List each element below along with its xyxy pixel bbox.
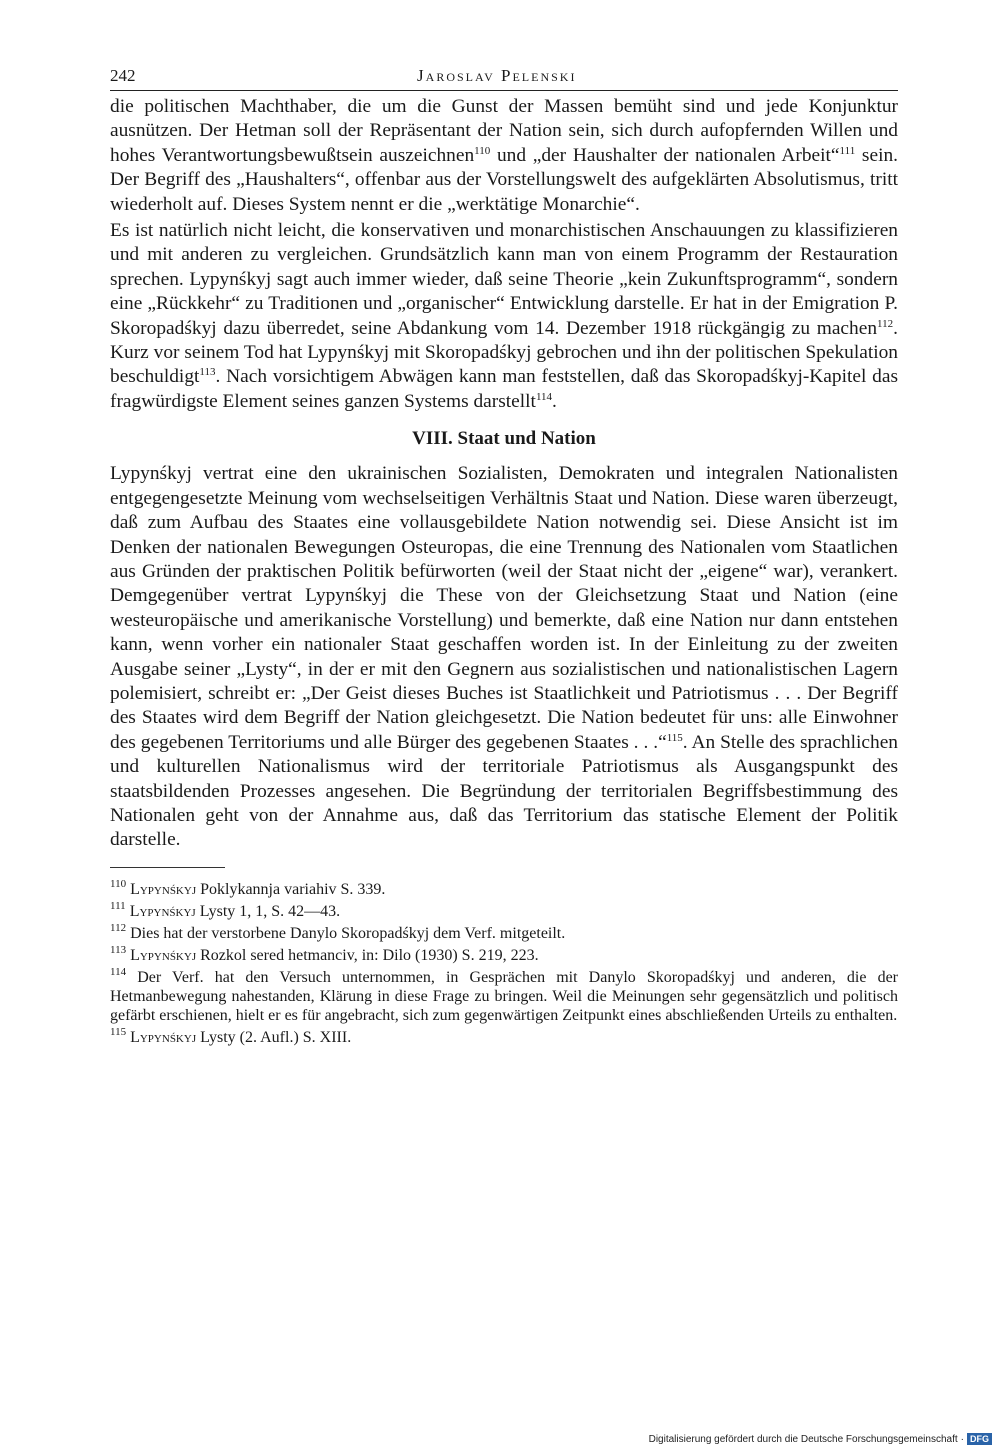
footnote-number: 115 bbox=[110, 1025, 127, 1038]
dfg-logo: DFG bbox=[967, 1433, 992, 1445]
section-heading: VIII. Staat und Nation bbox=[412, 428, 596, 450]
footnote-ref: 114 bbox=[535, 390, 553, 403]
footnote-number: 113 bbox=[110, 943, 127, 956]
footnote-divider bbox=[110, 867, 225, 868]
footnote: $^{114}$ Der Verf. hat den Versuch unternommen, in Gesprächen mit Danylo Skoropadśkyj und anderen, die der Hetmanbewegung nahestanden, Klärung in diese Frage zu bringen. Weil die Meinungen sehr gegensätzlich und politisch gefärbt erschienen, hielt er es für angebracht, sich zum gegenwärtigen Zeitpunkt eines abschließenden Urteils zu enthalten. bbox=[110, 965, 899, 1024]
footnote: $^{113}$ Lypynśkyj Rozkol sered hetmanciv, in: Dilo (1930) S. 219, 223. bbox=[110, 943, 539, 964]
footnote-number: 110 bbox=[110, 877, 127, 890]
paragraph: Es ist natürlich nicht leicht, die konservativen und monarchistischen Anschauungen zu klassifizieren und mit anderen zu vergleichen. Grundsätzlich kann man von einem Programm der Restauration sprechen. Lypynśkyj sagt auch immer wieder, daß seine Theorie „kein Zukunftsprogramm“, sondern eine „Rückkehr“ zu Traditionen und „organischer“ Entwicklung darstelle. Er hat in der Emigration P. Skoropadśkyj dazu überredet, seine Abdankung vom 14. Dezember 1918 rückgängig zu machen$^{112}$. Kurz vor seinem Tod hat Lypynśkyj mit Skoropadśkyj gebrochen und ihn der politischen Spekulation beschuldigt$^{113}$. Nach vorsichtigem Abwägen kann man feststellen, daß das Skoropadśkyj-Kapitel das fragwürdigste Element seines ganzen Systems darstellt$^{114}$. bbox=[110, 220, 898, 412]
digitization-credit: Digitalisierung gefördert durch die Deutsche Forschungsgemeinschaft · DFG bbox=[649, 1433, 992, 1445]
running-head: Jaroslav Pelenski bbox=[417, 66, 577, 85]
footnote-ref: 111 bbox=[839, 144, 856, 157]
footnote-number: 114 bbox=[110, 965, 127, 978]
footnote: $^{110}$ Lypynśkyj Poklykannja variahiv S. 339. bbox=[110, 877, 386, 898]
page bbox=[110, 66, 898, 1050]
footnote-ref: 112 bbox=[877, 317, 894, 330]
footnote-ref: 115 bbox=[666, 731, 683, 744]
page-number: 242 bbox=[110, 66, 136, 85]
footnote: $^{115}$ Lypynśkyj Lysty (2. Aufl.) S. XIII. bbox=[110, 1025, 352, 1046]
footnote-author: Lypynśkyj bbox=[130, 946, 197, 964]
footnote-author: Lypynśkyj bbox=[129, 902, 196, 920]
paragraph: Lypynśkyj vertrat eine den ukrainischen Sozialisten, Demokraten und integralen Nationalisten entgegengesetzte Meinung vom wechselseitigen Verhältnis Staat und Nation. Diese waren überzeugt, daß zum Aufbau des Staates eine vollausgebildete Nation notwendig sei. Diese Ansicht ist im Denken der nationalen Bewegungen Osteuropas, die eine Trennung des Nationalen vom Staatlichen aus Gründen der praktischen Politik befürworten (weil der Staat nicht der „eigene“ war), verankert. Demgegenüber vertrat Lypynśkyj die These von der Gleichsetzung Staat und Nation (eine westeuropäische und amerikanische Vorstellung) und bemerkte, daß eine Nation nur dann entstehen kann, wenn vorher ein nationaler Staat geschaffen worden ist. In der Einleitung zu der zweiten Ausgabe seiner „Lysty“, in der er mit den Gegnern aus sozialistischen und nationalistischen Lagern polemisiert, schreibt er: „Der Geist dieses Buches ist Staatlichkeit und Patriotismus . . . Der Begriff des Staates wird dem Begriff der Nation gleichgesetzt. Die Nation bedeutet für uns: alle Einwohner des gegebenen Territoriums und alle Bürger des gegebenen Staates . . .“$^{115}$. An Stelle des sprachlichen und kulturellen Nationalismus wird der territoriale Patriotismus als Ausgangspunkt des staatsbildenden Prozesses angesehen. Die Begründung der territorialen Begriffsbestimmung des Nationalen geht von der Annahme aus, daß das Territorium das statische Element der Politik darstelle. bbox=[110, 463, 898, 851]
footnote: $^{112}$ Dies hat der verstorbene Danylo Skoropadśkyj dem Verf. mitgeteilt. bbox=[110, 921, 566, 942]
page-header bbox=[110, 66, 898, 91]
footnote-ref: 110 bbox=[474, 144, 491, 157]
credit-text: Digitalisierung gefördert durch die Deutsche Forschungsgemeinschaft bbox=[648, 1433, 958, 1445]
footnotes bbox=[110, 877, 899, 1047]
body-text bbox=[110, 95, 898, 853]
footnote: $^{111}$ Lypynśkyj Lysty 1, 1, S. 42—43. bbox=[110, 899, 341, 920]
footnote-author: Lypynśkyj bbox=[130, 1028, 197, 1046]
footnote-author: Lypynśkyj bbox=[130, 880, 197, 898]
paragraph: die politischen Machthaber, die um die Gunst der Massen bemüht sind und jede Konjunktur ausnützen. Der Hetman soll der Repräsentant der Nation sein, sich durch aufopfernden Willen und hohes Verantwortungsbewußtsein auszeichnen$^{110}$ und „der Haushalter der nationalen Arbeit“$^{111}$ sein. Der Begriff des „Haushalters“, offenbar aus der Vorstellungswelt des aufgeklärten Absolutismus, tritt wiederholt auf. Dieses System nennt er die „werktätige Monarchie“. bbox=[110, 96, 899, 215]
footnote-ref: 113 bbox=[199, 366, 216, 379]
footnote-number: 111 bbox=[110, 899, 126, 912]
footnote-number: 112 bbox=[110, 921, 127, 934]
